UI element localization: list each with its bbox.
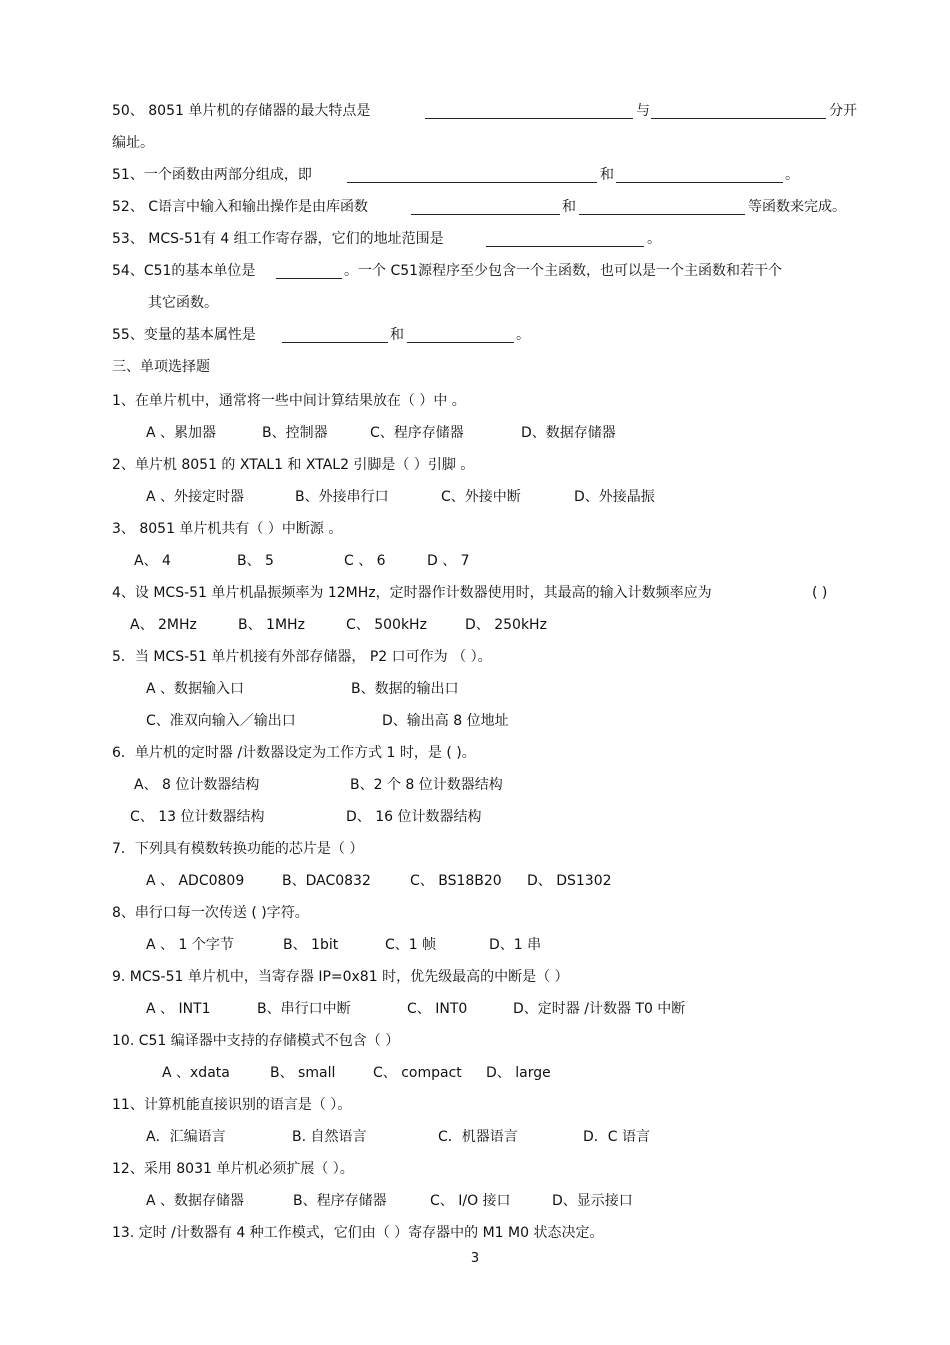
q3-option-a[interactable]: A、 4 [134, 553, 171, 569]
question-8: 8、串行口每一次传送 ( )字符。 [112, 905, 309, 921]
q50-blank-2[interactable] [651, 104, 826, 119]
question-3: 3、 8051 单片机共有（ ）中断源 。 [112, 521, 343, 537]
q6-option-a[interactable]: A、 8 位计数器结构 [134, 777, 260, 793]
q4-option-a[interactable]: A、 2MHz [130, 617, 197, 633]
q53-text: 53、 MCS-51有 4 组工作寄存器，它们的地址范围是 [112, 231, 444, 247]
q11-option-d[interactable]: D．C 语言 [583, 1129, 651, 1145]
q51-text: 51、一个函数由两部分组成，即 [112, 167, 312, 183]
q4-option-b[interactable]: B、 1MHz [238, 617, 305, 633]
q3-option-d[interactable]: D 、 7 [427, 553, 470, 569]
q54-line2: 其它函数。 [148, 295, 218, 311]
q50-blank-1[interactable] [425, 104, 633, 119]
q5-option-c[interactable]: C、准双向输入／输出口 [146, 713, 296, 729]
q7-option-a[interactable]: A 、 ADC0809 [146, 873, 245, 889]
q55-text: 55、变量的基本属性是 [112, 327, 256, 343]
q7-option-d[interactable]: D、 DS1302 [527, 873, 612, 889]
q6-option-c[interactable]: C、 13 位计数器结构 [130, 809, 265, 825]
question-10: 10. C51 编译器中支持的存储模式不包含（ ） [112, 1033, 400, 1049]
q8-option-d[interactable]: D、1 串 [489, 937, 542, 953]
q7-option-b[interactable]: B、DAC0832 [282, 873, 371, 889]
q5-option-d[interactable]: D、输出高 8 位地址 [382, 713, 509, 729]
q3-option-c[interactable]: C 、 6 [344, 553, 386, 569]
q5-option-a[interactable]: A 、数据输入口 [146, 681, 245, 697]
q4-answer-paren: ( ) [812, 585, 828, 601]
q52-blank-2[interactable] [579, 200, 745, 215]
q54-blank[interactable] [276, 264, 342, 279]
q9-option-a[interactable]: A 、 INT1 [146, 1001, 211, 1017]
q9-option-c[interactable]: C、 INT0 [407, 1001, 468, 1017]
q9-option-d[interactable]: D、定时器 /计数器 T0 中断 [513, 1001, 686, 1017]
section-heading: 三、单项选择题 [112, 359, 210, 375]
q4-option-d[interactable]: D、 250kHz [465, 617, 547, 633]
q10-option-a[interactable]: A 、xdata [162, 1065, 230, 1081]
q54-mid: 。一个 C51源程序至少包含一个主函数，也可以是一个主函数和若干个 [344, 263, 783, 279]
q55-and: 和 [390, 327, 404, 343]
q53-blank[interactable] [486, 232, 644, 247]
q8-option-a[interactable]: A 、 1 个字节 [146, 937, 234, 953]
q7-option-c[interactable]: C、 BS18B20 [410, 873, 502, 889]
q2-option-a[interactable]: A 、外接定时器 [146, 489, 245, 505]
q55-blank-1[interactable] [282, 328, 388, 343]
q11-option-b[interactable]: B. 自然语言 [292, 1129, 367, 1145]
q53-end: 。 [647, 231, 661, 247]
question-1: 1、在单片机中，通常将一些中间计算结果放在（ ）中 。 [112, 393, 466, 409]
q1-option-d[interactable]: D、数据存储器 [521, 425, 616, 441]
q51-end: 。 [785, 167, 799, 183]
q1-option-c[interactable]: C、程序存储器 [370, 425, 464, 441]
q3-option-b[interactable]: B、 5 [237, 553, 274, 569]
q1-option-b[interactable]: B、控制器 [262, 425, 328, 441]
q50-and: 与 [636, 103, 650, 119]
q10-option-b[interactable]: B、 small [270, 1065, 336, 1081]
question-5: 5．当 MCS-51 单片机接有外部存储器， P2 口可作为 （ ）。 [112, 649, 492, 665]
q6-option-d[interactable]: D、 16 位计数器结构 [346, 809, 482, 825]
question-2: 2、单片机 8051 的 XTAL1 和 XTAL2 引脚是（ ）引脚 。 [112, 457, 475, 473]
q8-option-b[interactable]: B、 1bit [283, 937, 339, 953]
q8-option-c[interactable]: C、1 帧 [385, 937, 437, 953]
q2-option-d[interactable]: D、外接晶振 [574, 489, 655, 505]
question-13: 13. 定时 /计数器有 4 种工作模式，它们由（ ）寄存器中的 M1 M0 状态决定。 [112, 1225, 604, 1241]
q10-option-d[interactable]: D、 large [486, 1065, 551, 1081]
q12-option-b[interactable]: B、程序存储器 [293, 1193, 387, 1209]
q51-blank-1[interactable] [347, 168, 597, 183]
question-11: 11、计算机能直接识别的语言是（ ）。 [112, 1097, 352, 1113]
question-12: 12、采用 8031 单片机必须扩展（ ）。 [112, 1161, 354, 1177]
q12-option-c[interactable]: C、 I/O 接口 [430, 1193, 511, 1209]
q55-end: 。 [516, 327, 530, 343]
question-9: 9. MCS-51 单片机中，当寄存器 IP=0x81 时，优先级最高的中断是（ ） [112, 969, 569, 985]
q50-line1: 50、 8051 单片机的存储器的最大特点是 [112, 103, 371, 119]
page-number: 3 [470, 1251, 480, 1266]
q2-option-b[interactable]: B、外接串行口 [295, 489, 389, 505]
q5-option-b[interactable]: B、数据的输出口 [351, 681, 459, 697]
q12-option-a[interactable]: A 、数据存储器 [146, 1193, 245, 1209]
q51-and: 和 [600, 167, 614, 183]
q52-and: 和 [562, 199, 576, 215]
q10-option-c[interactable]: C、 compact [373, 1065, 462, 1081]
q52-text: 52、 C语言中输入和输出操作是由库函数 [112, 199, 369, 215]
q51-blank-2[interactable] [616, 168, 783, 183]
q9-option-b[interactable]: B、串行口中断 [257, 1001, 351, 1017]
q50-line2: 编址。 [112, 135, 154, 151]
q11-option-c[interactable]: C．机器语言 [438, 1129, 518, 1145]
q52-blank-1[interactable] [411, 200, 560, 215]
q1-option-a[interactable]: A 、累加器 [146, 425, 217, 441]
q12-option-d[interactable]: D、显示接口 [552, 1193, 633, 1209]
question-7: 7．下列具有模数转换功能的芯片是（ ） [112, 841, 364, 857]
question-4: 4、设 MCS-51 单片机晶振频率为 12MHz，定时器作计数器使用时，其最高的输入计数频率应为 [112, 585, 712, 601]
q11-option-a[interactable]: A．汇编语言 [146, 1129, 226, 1145]
q4-option-c[interactable]: C、 500kHz [346, 617, 427, 633]
q55-blank-2[interactable] [407, 328, 514, 343]
question-6: 6．单片机的定时器 /计数器设定为工作方式 1 时，是 ( )。 [112, 745, 476, 761]
q2-option-c[interactable]: C、外接中断 [441, 489, 521, 505]
q50-tail: 分开 [829, 103, 857, 119]
q6-option-b[interactable]: B、2 个 8 位计数器结构 [350, 777, 503, 793]
q52-end: 等函数来完成。 [748, 199, 846, 215]
q54-text: 54、C51的基本单位是 [112, 263, 256, 279]
